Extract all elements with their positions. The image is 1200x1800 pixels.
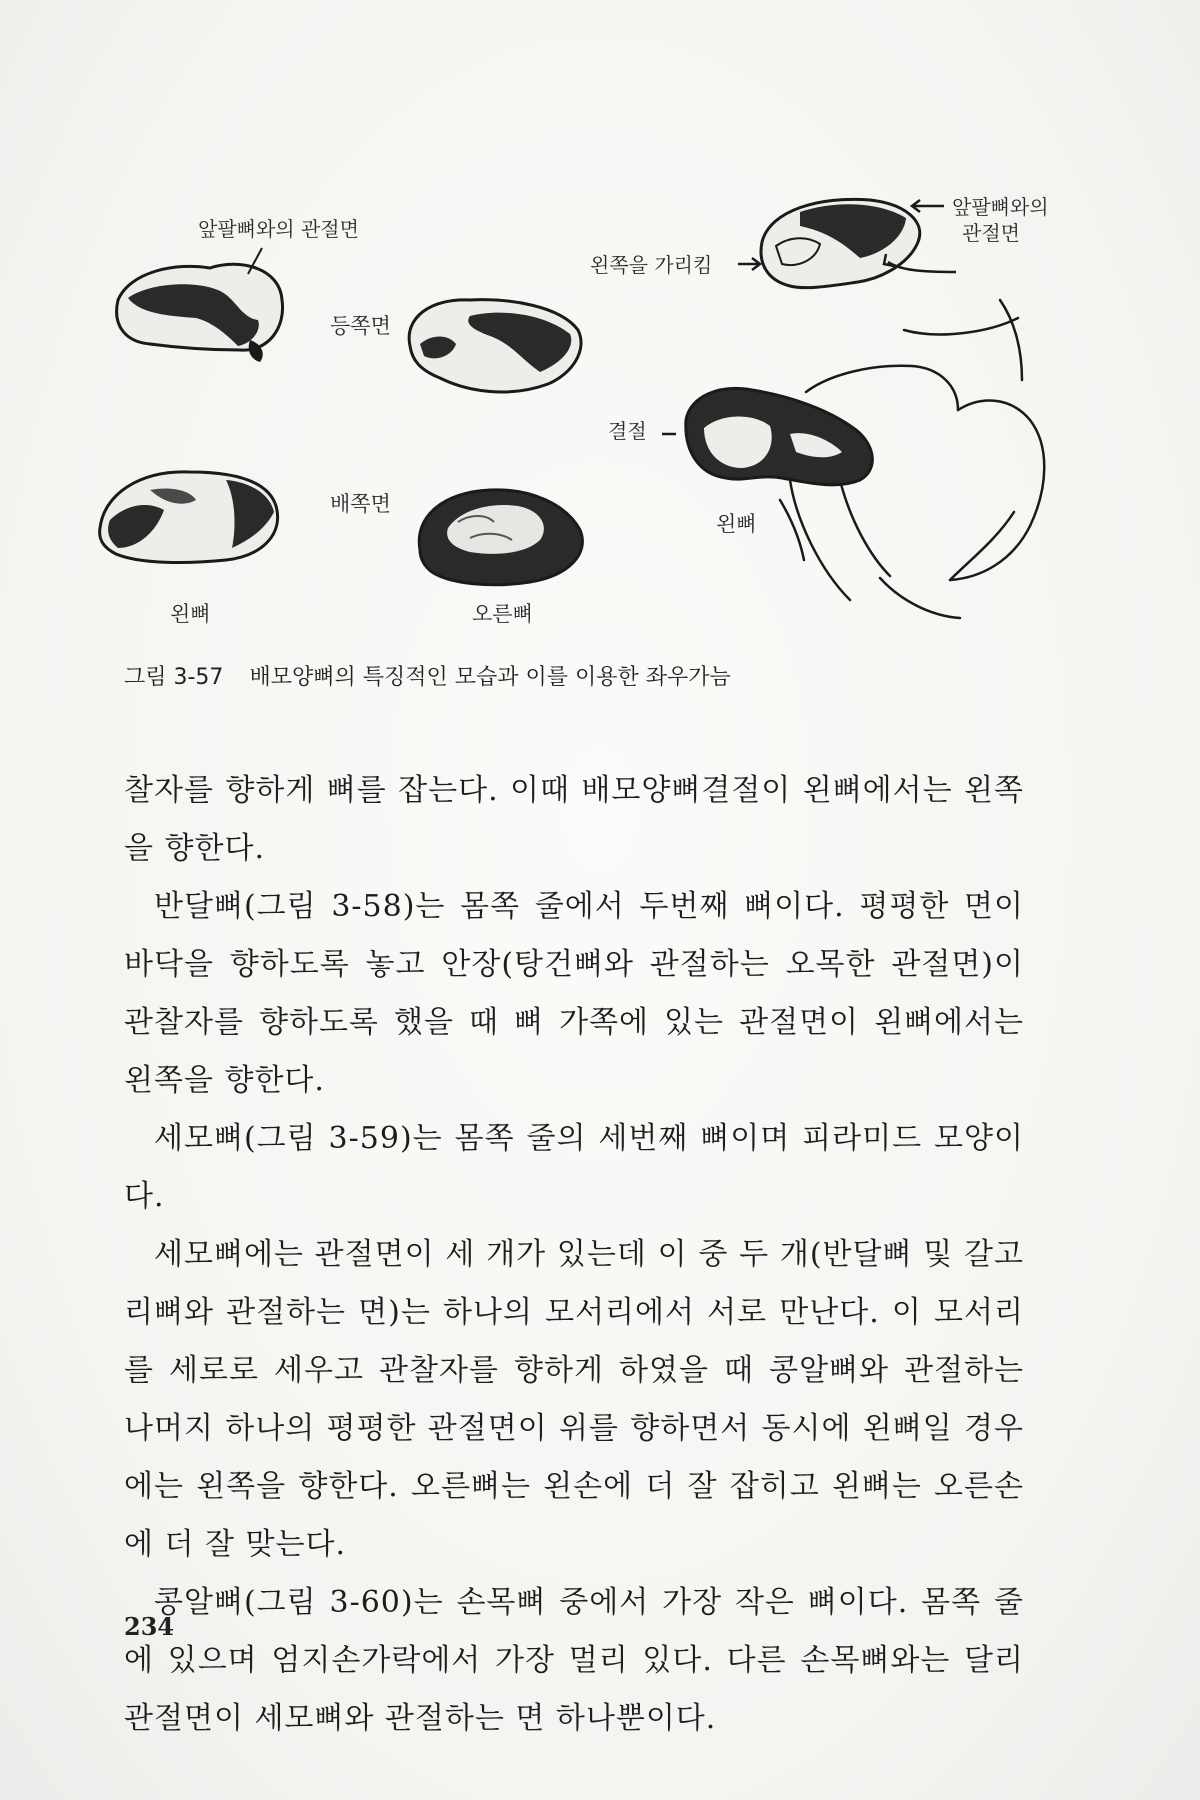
bone-palmar-left-drawing [100, 472, 278, 563]
label-left-bone: 왼뼈 [170, 602, 211, 626]
figure-caption [124, 660, 731, 691]
bone-dorsal-right-drawing [409, 300, 581, 392]
label-anterior-facet: 앞팔뼈와의 관절면 [198, 217, 359, 241]
paragraph: 콩알뼈(그림 3-60)는 손목뼈 중에서 가장 작은 뼈이다. 몸쪽 줄에 있으며 엄지손가락에서 가장 멀리 있다. 다른 손목뼈와는 달리 관절면이 세모뼈와 관절하는 면 하나뿐이다. [124, 1585, 1024, 1736]
label-left-bone-in-hand: 왼뼈 [716, 512, 757, 536]
label-tubercle: 결절 [608, 419, 647, 443]
figure-number: 그림 3-57 [124, 665, 224, 690]
paragraph: 세모뼈(그림 3-59)는 몸쪽 줄의 세번째 뼈이며 피라미드 모양이다. [124, 1121, 1024, 1214]
label-right-bone: 오른뼈 [472, 602, 533, 626]
paragraph: 세모뼈에는 관절면이 세 개가 있는데 이 중 두 개(반달뼈 및 갈고리뼈와 관절하는 면)는 하나의 모서리에서 서로 만난다. 이 모서리를 세로로 세우고 관찰자를 향하게 하였을 때 콩알뼈와 관절하는 나머지 하나의 평평한 관절면이 위를 향하면서 동시에 왼뼈일 경우에는 왼쪽을 향한다. 오른뼈는 왼손에 더 잘 잡히고 왼뼈는 오른손에 더 잘 맞는다. [124, 1237, 1024, 1562]
bone-dorsal-left-drawing [117, 264, 283, 362]
figure-3-57 [0, 0, 1200, 690]
label-points-left: 왼쪽을 가리킴 [590, 253, 713, 277]
body-text [124, 762, 1024, 1748]
scaphoid-illustration [0, 0, 1200, 680]
figure-caption-text: 배모양뼈의 특징적인 모습과 이를 이용한 좌우가늠 [249, 665, 731, 690]
page-number: 234 [124, 1612, 175, 1641]
paragraph: 반달뼈(그림 3-58)는 몸쪽 줄에서 두번째 뼈이다. 평평한 면이 바닥을 향하도록 놓고 안장(탕건뼈와 관절하는 오목한 관절면)이 관찰자를 향하도록 했을 때 뼈 가쪽에 있는 관절면이 왼뼈에서는 왼쪽을 향한다. [124, 889, 1024, 1098]
bone-palmar-right-drawing [419, 490, 582, 585]
bone-in-hand-drawing [686, 388, 873, 484]
paragraph: 찰자를 향하게 뼈를 잡는다. 이때 배모양뼈결절이 왼뼈에서는 왼쪽을 향한다. [124, 773, 1024, 866]
label-palmar-surface: 배쪽면 [330, 492, 391, 516]
label-dorsal-surface: 등쪽면 [330, 314, 391, 338]
label-anterior-facet-right-2: 관절면 [962, 221, 1020, 245]
label-anterior-facet-right-1: 앞팔뼈와의 [952, 195, 1049, 219]
bone-oriented-drawing [761, 199, 920, 287]
